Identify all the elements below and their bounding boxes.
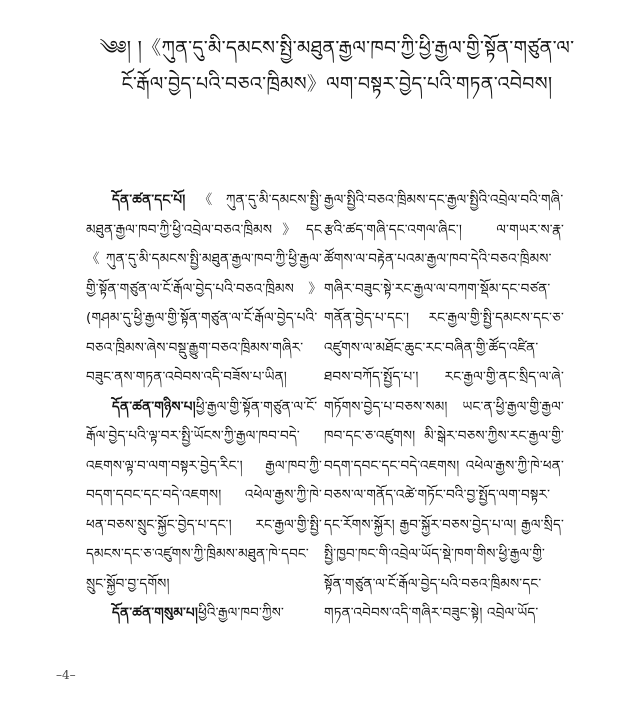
- article-2: [86, 393, 322, 600]
- right-column: [324, 186, 564, 629]
- left-column: [86, 186, 322, 629]
- article-3-heading: དོན་ཚན་གསུམ་པ།: [112, 605, 199, 621]
- page-number: –4–: [56, 668, 76, 682]
- article-2-text: ཕྱི་རྒྱལ་གྱི་སྟོན་གཙུན་ལ་ངོ་རྒོལ་བྱེད་པའི་ལྟ་བར་སྤྱི་ཡོངས་ཀྱི་རྒྱལ་ཁབ་བདེ་འཇགས་ལྟ་བ་ལག་བསྟར་བྱེད་རིང་། རྒྱལ་ཁབ་ཀྱི་བདག་དབང་དང་བདེ་འཇགས། འཕེལ་རྒྱས་ཀྱི་ཁེ་ཕན་བཅས་སྲུང་སྐྱོང་བྱེད་པ་དང་། རང་རྒྱལ་གྱི་སྤྱི་དམངས་དང་ཅ་འཛུགས་ཀྱི་ཁྲིམས་མཐུན་ཁེ་དབང་སྲུང་སྐྱོབ་བྱ་དགོས།: [86, 398, 322, 592]
- right-column-text: རྒྱལ་སྤྱིའི་བཅའ་ཁྲིམས་དང་རྒྱལ་སྤྱིའི་འབྲེལ་བའི་གཞི་རྩའི་ཚད་གཞི་དང་འགལ་ཞིང་། ལ་གཡར་ས་རྣ་ཚོགས་ལ་བརྟེན་པའམ་རྒྱལ་ཁབ་དེའི་བཅའ་ཁྲིམས་གཞིར་བཟུང་སྟེ་རང་རྒྱལ་ལ་བཀག་སྡོམ་དང་བཙན་གནོན་བྱེད་པ་དང་། རང་རྒྱལ་གྱི་སྤྱི་དམངས་དང་ཅ་འཛུགས་ལ་མཐོང་ཆུང་རང་བཞིན་གྱི་ཚོད་འཛིན་ཐབས་བཀོད་སྤྱོད་པ་། རང་རྒྱལ་གྱི་ནང་སྲིད་ལ་ཞེ་གཏོགས་བྱེད་པ་བཅས་སམ། ཡང་ན་ཕྱི་རྒྱལ་གྱི་རྒྱལ་ཁབ་དང་ཅ་འཛུགས། མི་སྒེར་བཅས་ཀྱིས་རང་རྒྱལ་གྱི་བདག་དབང་དང་བདེ་འཇགས། འཕེལ་རྒྱས་ཀྱི་ཁེ་ཕན་བཅས་ལ་གནོད་འཚེ་གཏོང་བའི་བྱ་སྤྱོད་ལག་བསྟར་དང་རོགས་སྐྱོར། རྒྱབ་སྐྱོར་བཅས་བྱེད་པ་ལ། རྒྱལ་སྲིད་སྤྱི་ཁྱབ་ཁང་གི་འབྲེལ་ཡོད་སྡེ་ཁག་གིས་ཕྱི་རྒྱལ་གྱི་སྟོན་གཙུན་ལ་ངོ་རྒོལ་བྱེད་པའི་བཅའ་ཁྲིམས་དང་གཏན་འབེབས་འདི་གཞིར་བཟུང་སྟེ། འབྲེལ་ཡོད་: [324, 192, 564, 621]
- article-1: [86, 186, 322, 393]
- document-title: [70, 30, 604, 102]
- title-line-1: ༄༅། །《ཀུན་དུ་མི་དམངས་སྤྱི་མཐུན་རྒྱལ་ཁབ་ཀྱི་ཕྱི་རྒྱལ་གྱི་སྟོན་གཙུན་ལ་: [99, 37, 575, 59]
- article-1-heading: དོན་ཚན་དང་པོ།: [112, 192, 186, 208]
- article-3: [86, 599, 322, 629]
- article-2-heading: དོན་ཚན་གཉིས་པ།: [112, 398, 196, 415]
- article-1-text: 《ཀུན་དུ་མི་དམངས་སྤྱི་མཐུན་རྒྱལ་ཁབ་ཀྱི་ཕྱི་འབྲེལ་བཅའ་ཁྲིམས》དང《ཀུན་དུ་མི་དམངས་སྤྱི་མཐུན་རྒྱལ་ཁབ་ཀྱི་ཕྱི་རྒྱལ་གྱི་སྟོན་གཙུན་ལ་ངོ་རྒོལ་བྱེད་པའི་བཅའ་ཁྲིམས》(གཤམ་དུ་ཕྱི་རྒྱལ་གྱི་སྟོན་གཙུན་ལ་ངོ་རྒོལ་བྱེད་པའི་བཅའ་ཁྲིམས་ཞེས་བསྡུ་རྒྱུག་བཅའ་ཁྲིམས་གཞིར་བཟུང་ནས་གཏན་འབེབས་འདི་བཟོས་པ་ཡིན།: [86, 192, 322, 385]
- article-3-text: ཕྱིའི་རྒྱལ་ཁབ་ཀྱིས་: [198, 605, 285, 621]
- title-line-2: ངོ་རྒོལ་བྱེད་པའི་བཅའ་ཁྲིམས》ལག་བསྟར་བྱེད་པའི་གཏན་འབེབས།: [121, 73, 553, 95]
